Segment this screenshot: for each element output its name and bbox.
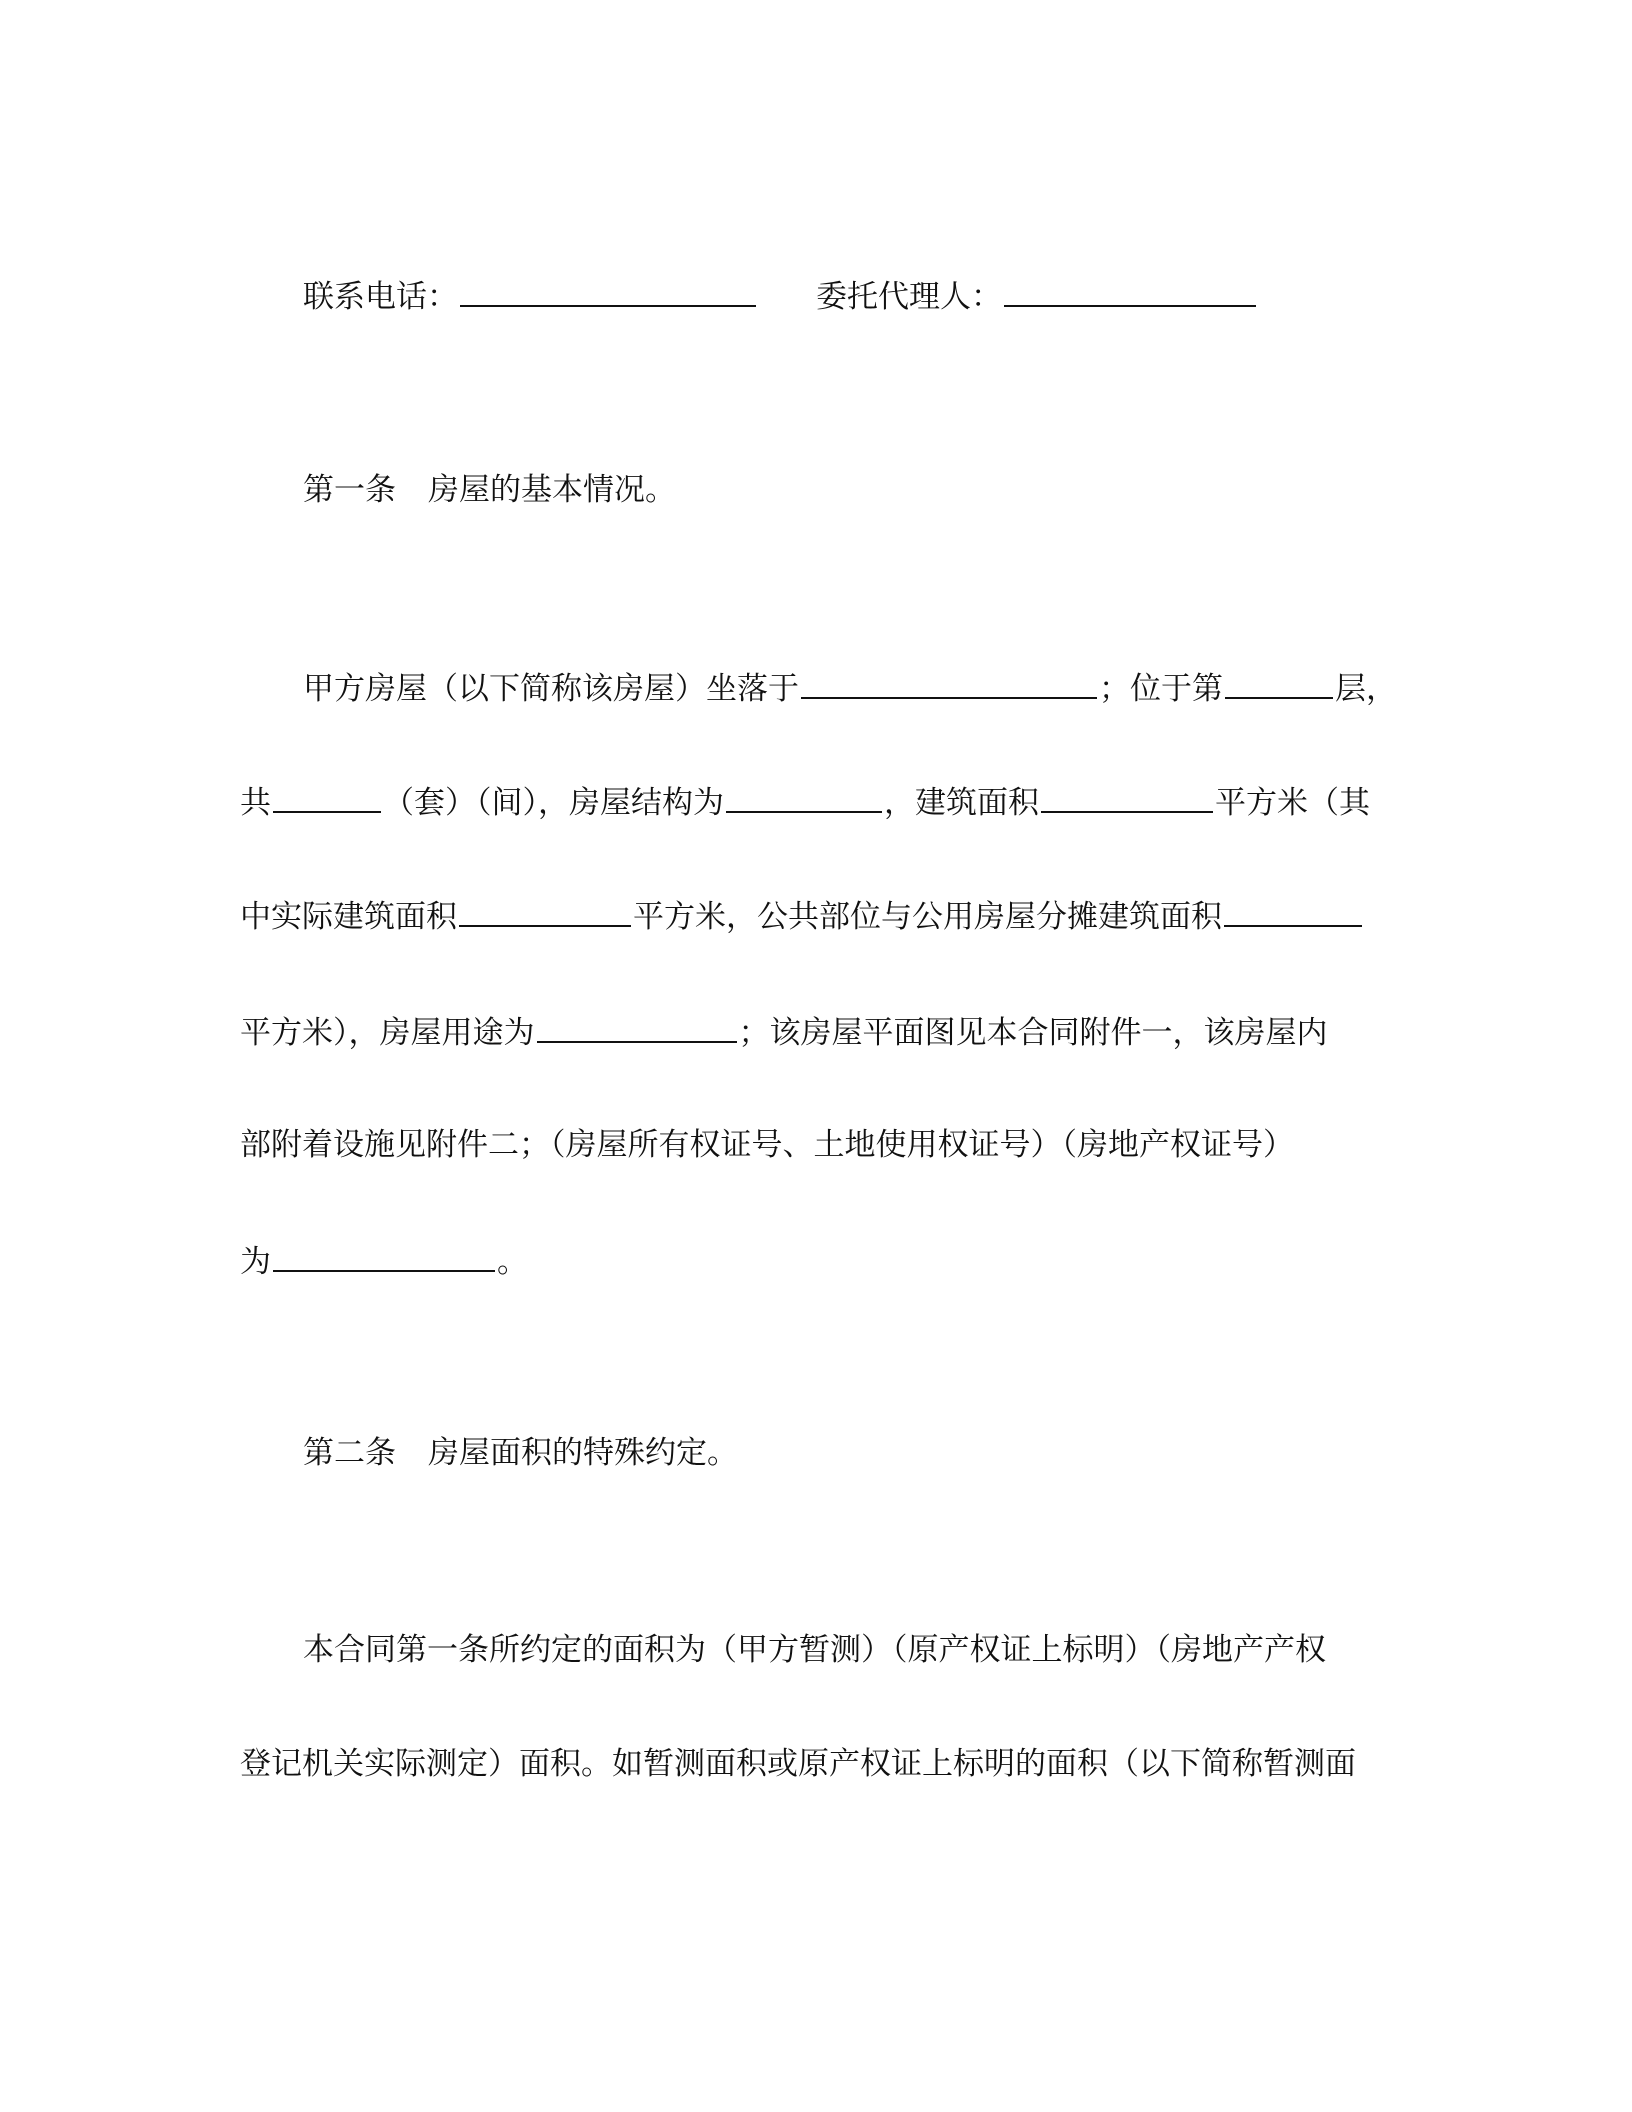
article1-line6 — [240, 1240, 528, 1282]
units-blank[interactable] — [273, 781, 381, 813]
article1-text: ；该房屋平面图见本合同附件一，该房屋内 — [738, 1015, 1328, 1051]
article2-text: 本合同第一条所约定的面积为（甲方暂测）（原产权证上标明）（房地产产权 — [303, 1632, 1326, 1668]
article1-text: 部附着设施见附件二；（房屋所有权证号、土地使用权证号）（房地产权证号） — [240, 1127, 1294, 1163]
shared-area-blank[interactable] — [1224, 895, 1362, 927]
article1-text: 平方米（其 — [1215, 785, 1370, 821]
location-blank[interactable] — [801, 667, 1097, 699]
article1-text: ；位于第 — [1099, 671, 1223, 707]
article1-line2 — [240, 781, 1370, 823]
article1-text: 中实际建筑面积 — [240, 899, 457, 935]
contact-line — [303, 275, 1258, 317]
article1-text: ，建筑面积 — [884, 785, 1039, 821]
agent-label: 委托代理人： — [816, 279, 1002, 315]
article2-line2 — [240, 1744, 1356, 1784]
usage-blank[interactable] — [537, 1011, 737, 1043]
building-area-blank[interactable] — [1041, 781, 1213, 813]
article2-text: 登记机关实际测定）面积。如暂测面积或原产权证上标明的面积（以下简称暂测面 — [240, 1746, 1356, 1782]
agent-blank[interactable] — [1004, 275, 1256, 307]
phone-blank[interactable] — [460, 275, 756, 307]
article1-line1 — [303, 667, 1397, 709]
article1-text: 。 — [497, 1244, 528, 1280]
article2-number: 第二条 — [303, 1435, 396, 1471]
article2-heading — [303, 1433, 738, 1473]
article2-line1 — [303, 1630, 1326, 1670]
actual-area-blank[interactable] — [459, 895, 631, 927]
article1-text: 甲方房屋（以下简称该房屋）坐落于 — [303, 671, 799, 707]
phone-label: 联系电话： — [303, 279, 458, 315]
article1-line3 — [240, 895, 1364, 937]
article1-heading — [303, 470, 676, 510]
article1-text: （套）（间），房屋结构为 — [383, 785, 724, 821]
article1-text: 为 — [240, 1244, 271, 1280]
article2-title: 房屋面积的特殊约定。 — [428, 1435, 738, 1471]
article1-text: 平方米），房屋用途为 — [240, 1015, 535, 1051]
article1-number: 第一条 — [303, 472, 396, 508]
article1-text: 共 — [240, 785, 271, 821]
article1-text: 平方米，公共部位与公用房屋分摊建筑面积 — [633, 899, 1222, 935]
article1-text: 层， — [1335, 671, 1397, 707]
article1-title: 房屋的基本情况。 — [428, 472, 676, 508]
floor-blank[interactable] — [1225, 667, 1333, 699]
article1-line5 — [240, 1125, 1294, 1165]
article1-line4 — [240, 1011, 1328, 1053]
structure-blank[interactable] — [726, 781, 882, 813]
certificate-blank[interactable] — [273, 1240, 495, 1272]
